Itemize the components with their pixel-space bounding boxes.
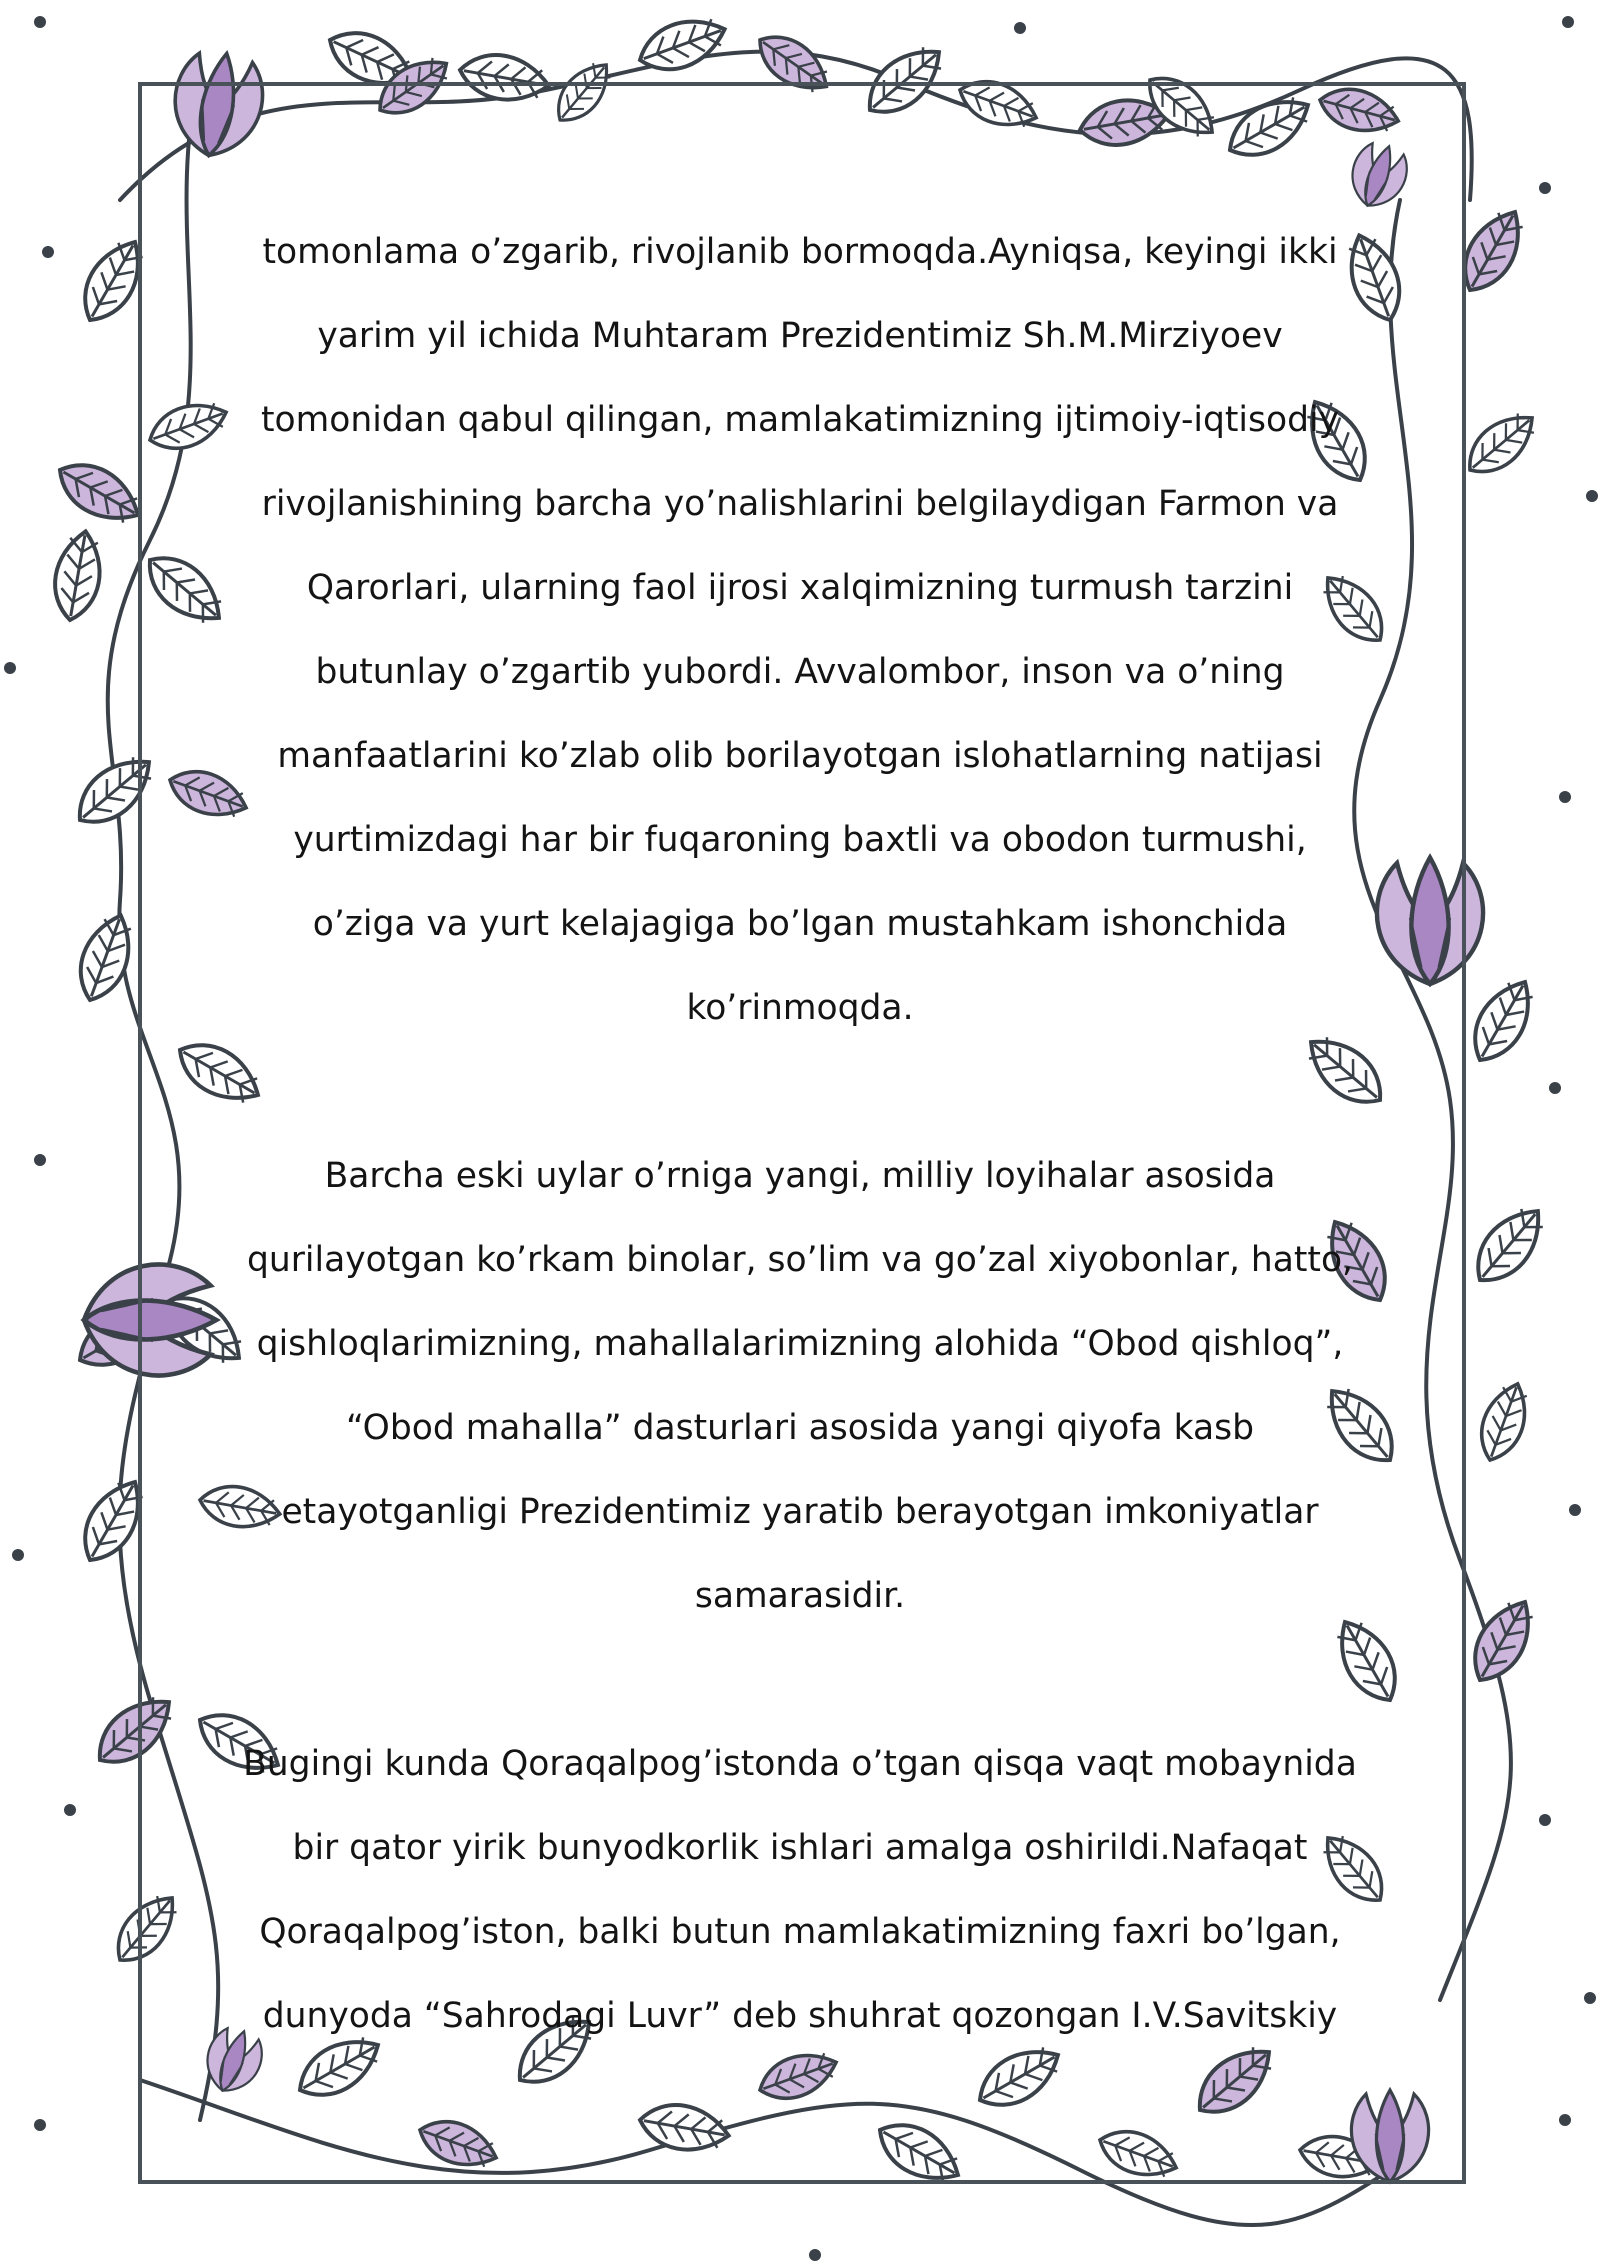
dot-icon xyxy=(12,1549,24,1561)
leaf-icon xyxy=(1461,1591,1544,1691)
leaf-icon xyxy=(1463,1197,1554,1294)
text-line: manfaatlarini ko’zlab olib borilayotgan islohatlarning natijasi xyxy=(277,736,1323,776)
dot-icon xyxy=(1584,1992,1596,2004)
dot-icon xyxy=(1539,1814,1551,1826)
dot-icon xyxy=(1586,490,1598,502)
dot-icon xyxy=(1559,2114,1571,2126)
text-line: dunyoda “Sahrodagi Luvr” deb shuhrat qozongan I.V.Savitskiy xyxy=(262,1996,1338,2036)
text-line: butunlay o’zgartib yubordi. Avvalombor, inson va o’ning xyxy=(315,652,1285,692)
dot-icon xyxy=(34,2119,46,2131)
leaf-icon xyxy=(1461,971,1544,1071)
text-line: “Obod mahalla” dasturlari asosida yangi qiyofa kasb xyxy=(346,1408,1254,1448)
text-line: tomonlama o’zgarib, rivojlanib bormoqda.Ayniqsa, keyingi ikki xyxy=(262,232,1338,272)
paragraph-2 xyxy=(230,1134,1370,1638)
text-line: tomonidan qabul qilingan, mamlakatimizning ijtimoiy-iqtisodiy xyxy=(260,400,1339,440)
dot-icon xyxy=(34,16,46,28)
dot-icon xyxy=(1539,182,1551,194)
text-line: etayotganligi Prezidentimiz yaratib berayotgan imkoniyatlar xyxy=(281,1492,1319,1532)
dot-icon xyxy=(42,246,54,258)
dot-icon xyxy=(1014,22,1026,34)
text-line: qishloqlarimizning, mahallalarimizning alohida “Obod qishloq”, xyxy=(256,1324,1344,1364)
leaf-icon xyxy=(633,9,732,81)
text-line: samarasidir. xyxy=(694,1576,906,1616)
text-line: yarim yil ichida Muhtaram Prezidentimiz Sh.M.Mirziyoev xyxy=(317,316,1283,356)
text-line: rivojlanishining barcha yo’nalishlarini belgilaydigan Farmon va xyxy=(261,484,1339,524)
text-line: yurtimizdagi har bir fuqaroning baxtli va obodon turmushi, xyxy=(293,820,1307,860)
paragraph-3 xyxy=(230,1722,1370,2058)
dot-icon xyxy=(34,1154,46,1166)
dot-icon xyxy=(4,662,16,674)
leaf-icon xyxy=(49,451,149,534)
text-line: qurilayotgan ko’rkam binolar, so’lim va go’zal xiyobonlar, hatto, xyxy=(246,1240,1354,1280)
dot-icon xyxy=(809,2249,821,2261)
text-line: bir qator yirik bunyodkorlik ishlari amalga oshirildi.Nafaqat xyxy=(292,1828,1308,1868)
dot-icon xyxy=(1559,791,1571,803)
dot-icon xyxy=(1549,1082,1561,1094)
text-line: Qoraqalpog’iston, balki butun mamlakatimizning faxri bo’lgan, xyxy=(259,1912,1341,1952)
dot-icon xyxy=(1562,16,1574,28)
text-line: Qarorlari, ularning faol ijrosi xalqimizning turmush tarzini xyxy=(306,568,1294,608)
text-line: o’ziga va yurt kelajagiga bo’lgan mustahkam ishonchida xyxy=(312,904,1288,944)
leaf-icon xyxy=(1472,1377,1537,1467)
text-line: Bugingi kunda Qoraqalpog’istonda o’tgan qisqa vaqt mobaynida xyxy=(243,1744,1357,1784)
text-line: ko’rinmoqda. xyxy=(686,988,914,1028)
document-body xyxy=(230,210,1370,2058)
leaf-icon xyxy=(49,528,107,624)
paragraph-1 xyxy=(230,210,1370,1050)
leaf-icon xyxy=(1457,403,1544,485)
text-line: Barcha eski uylar o’rniga yangi, milliy loyihalar asosida xyxy=(324,1156,1276,1196)
dot-icon xyxy=(64,1804,76,1816)
dot-icon xyxy=(1569,1504,1581,1516)
